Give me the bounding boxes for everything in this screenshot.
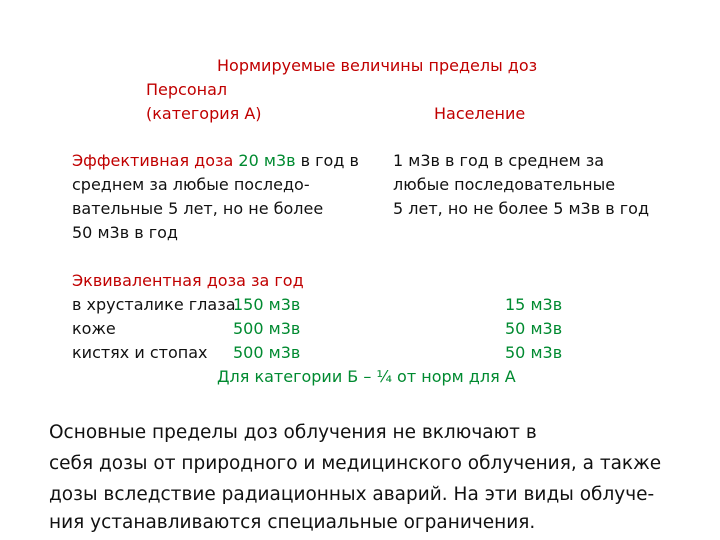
effective-dose-population-line: 1 м3в в год в среднем за bbox=[393, 151, 605, 170]
category-b-note: Для категории Б – ¼ от норм для А bbox=[217, 367, 516, 386]
personnel-dose-value: 500 м3в bbox=[233, 343, 301, 362]
population-dose-value: 50 м3в bbox=[505, 343, 563, 362]
personnel-category: (категория А) bbox=[146, 104, 262, 123]
footer-paragraph-line: дозы вследствие радиационных аварий. На эти виды облуче- bbox=[49, 484, 655, 505]
effective-dose-personnel-value: 20 м3в bbox=[238, 151, 296, 170]
effective-dose-population-line: 5 лет, но не более 5 м3в в год bbox=[393, 199, 650, 218]
effective-dose-population-line: любые последовательные bbox=[393, 175, 616, 194]
effective-dose-personnel-line: 50 м3в в год bbox=[72, 223, 178, 242]
personnel-dose-value: 500 м3в bbox=[233, 319, 301, 338]
effective-dose-personnel-line: среднем за любые последо- bbox=[72, 175, 310, 194]
population-dose-value: 15 м3в bbox=[505, 295, 563, 314]
effective-dose-personnel-text: в год в bbox=[295, 151, 359, 170]
population-dose-value: 50 м3в bbox=[505, 319, 563, 338]
footer-paragraph-line: ния устанавливаются специальные ограничения. bbox=[49, 512, 536, 533]
population-header: Население bbox=[434, 104, 526, 123]
organ-label: в хрусталике глаза bbox=[72, 295, 236, 314]
footer-paragraph-line: Основные пределы доз облучения не включают в bbox=[49, 422, 537, 443]
effective-dose-label: Эффективная доза bbox=[72, 151, 234, 170]
organ-label: коже bbox=[72, 319, 116, 338]
effective-dose-personnel-line: вательные 5 лет, но не более bbox=[72, 199, 324, 218]
personnel-header: Персонал bbox=[146, 80, 228, 99]
equivalent-dose-label: Эквивалентная доза за год bbox=[72, 271, 304, 290]
personnel-dose-value: 150 м3в bbox=[233, 295, 301, 314]
effective-dose-personnel bbox=[72, 149, 359, 173]
page-title: Нормируемые величины пределы доз bbox=[217, 56, 538, 75]
organ-label: кистях и стопах bbox=[72, 343, 208, 362]
footer-paragraph-line: себя дозы от природного и медицинского облучения, а также bbox=[49, 453, 662, 474]
